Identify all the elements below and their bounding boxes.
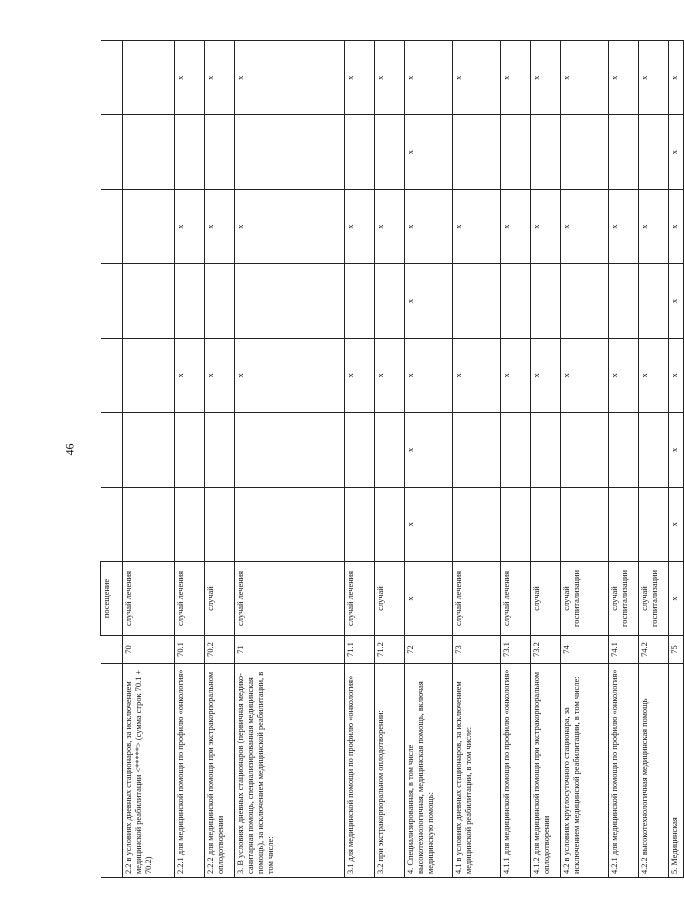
table-cell-row-number: 73.1: [501, 636, 531, 664]
table-row: [531, 41, 561, 878]
table-cell-value: [101, 115, 123, 189]
table-cell-value: [123, 115, 175, 189]
table-cell-value: [123, 413, 175, 487]
table-cell-value: x: [375, 41, 405, 115]
table-cell-value: [561, 264, 609, 338]
table-cell-unit: случай лечения: [501, 562, 531, 636]
table-cell-value: [101, 413, 123, 487]
table-row: [235, 41, 345, 878]
table-cell-value: [101, 189, 123, 263]
table-cell-name: 4.2.1 для медицинской помощи по профилю «онкология»: [609, 664, 639, 878]
table-cell-value: [639, 413, 669, 487]
table-cell-value: x: [405, 338, 453, 412]
table-cell-value: x: [561, 41, 609, 115]
table-cell-value: [123, 338, 175, 412]
table-cell-name: 3.1 для медицинской помощи по профилю «онкология»: [345, 664, 375, 878]
table-cell-row-number: 73: [453, 636, 501, 664]
table-cell-value: [235, 413, 345, 487]
table-cell-value: x: [405, 487, 453, 561]
table-cell-value: x: [345, 338, 375, 412]
table-cell-value: x: [453, 41, 501, 115]
table-cell-row-number: 74: [561, 636, 609, 664]
table-cell-value: [123, 41, 175, 115]
table-cell-value: [205, 413, 235, 487]
table-cell-unit: случай: [531, 562, 561, 636]
table-cell-row-number: 74.1: [609, 636, 639, 664]
table-cell-unit: случай лечения: [123, 562, 175, 636]
table-cell-value: x: [609, 189, 639, 263]
table-row: [639, 41, 669, 878]
table-cell-value: x: [501, 338, 531, 412]
table-cell-value: [345, 264, 375, 338]
table-cell-name: 4.2.2 высокотехнологичная медицинская помощь: [639, 664, 669, 878]
table-row: [609, 41, 639, 878]
table-cell-value: [531, 115, 561, 189]
table-cell-value: [501, 487, 531, 561]
table-cell-value: x: [453, 338, 501, 412]
page-number: 46: [62, 443, 77, 456]
table-body: [101, 41, 684, 878]
table-cell-name: [101, 664, 123, 878]
table-cell-value: [175, 413, 205, 487]
table-cell-unit: случай госпитализации: [561, 562, 609, 636]
table-cell-value: [101, 264, 123, 338]
table-cell-name: 4.1.2 для медицинской помощи при экстракорпоральном оплодотворении: [531, 664, 561, 878]
table-cell-value: [501, 413, 531, 487]
table-cell-value: [375, 115, 405, 189]
table-cell-value: [101, 41, 123, 115]
table-cell-value: [345, 487, 375, 561]
table-row: [669, 41, 684, 878]
table-cell-name: 4.2 в условиях круглосуточного стационара, за исключением медицинской реабилитации, в том числе:: [561, 664, 609, 878]
table-cell-row-number: 75: [669, 636, 684, 664]
table-cell-value: x: [669, 413, 684, 487]
table-cell-value: x: [405, 41, 453, 115]
rotated-table-wrapper: [100, 40, 679, 878]
table-cell-value: [639, 115, 669, 189]
table-row: [375, 41, 405, 878]
table-cell-value: x: [669, 487, 684, 561]
table-row: [175, 41, 205, 878]
table-cell-value: [453, 264, 501, 338]
table-cell-value: x: [375, 189, 405, 263]
table-cell-row-number: 70: [123, 636, 175, 664]
table-cell-value: [235, 264, 345, 338]
table-cell-value: x: [405, 189, 453, 263]
table-cell-value: [375, 487, 405, 561]
table-cell-value: [123, 487, 175, 561]
table-cell-value: [235, 115, 345, 189]
table-cell-unit: случай лечения: [235, 562, 345, 636]
table-cell-value: x: [205, 338, 235, 412]
table-cell-unit: x: [405, 562, 453, 636]
table-cell-value: [205, 264, 235, 338]
table-cell-unit: x: [669, 562, 684, 636]
table-cell-value: x: [561, 338, 609, 412]
table-row: [405, 41, 453, 878]
table-cell-value: x: [669, 41, 684, 115]
table-cell-value: [609, 487, 639, 561]
table-cell-value: x: [175, 338, 205, 412]
table-cell-value: [101, 487, 123, 561]
table-cell-value: [609, 115, 639, 189]
table-cell-value: [561, 115, 609, 189]
table-row: [345, 41, 375, 878]
table-cell-value: [501, 115, 531, 189]
table-cell-value: x: [235, 338, 345, 412]
table-cell-value: x: [561, 189, 609, 263]
table-cell-value: x: [531, 338, 561, 412]
table-cell-value: [531, 413, 561, 487]
table-cell-value: [175, 264, 205, 338]
table-cell-value: [639, 264, 669, 338]
table-cell-value: x: [639, 338, 669, 412]
table-cell-value: [609, 264, 639, 338]
table-cell-value: x: [175, 189, 205, 263]
table-cell-unit: случай госпитализации: [609, 562, 639, 636]
table-cell-value: x: [205, 41, 235, 115]
table-cell-value: x: [501, 41, 531, 115]
table-cell-value: [501, 264, 531, 338]
table-cell-value: [609, 413, 639, 487]
table-cell-value: x: [345, 189, 375, 263]
table-cell-name: 5. Медицинская: [669, 664, 684, 878]
table-cell-value: x: [375, 338, 405, 412]
table-cell-value: [561, 487, 609, 561]
table-row: [123, 41, 175, 878]
table-cell-value: x: [531, 41, 561, 115]
table-cell-value: x: [345, 41, 375, 115]
table-cell-row-number: 73.2: [531, 636, 561, 664]
table-cell-value: [205, 487, 235, 561]
table-cell-value: [453, 413, 501, 487]
table-cell-row-number: 74.2: [639, 636, 669, 664]
table-cell-value: x: [235, 189, 345, 263]
table-cell-value: [345, 413, 375, 487]
table-cell-unit: случай лечения: [345, 562, 375, 636]
table-cell-value: [345, 115, 375, 189]
table-cell-value: [639, 487, 669, 561]
table-cell-row-number: 70.1: [175, 636, 205, 664]
table-cell-value: [375, 264, 405, 338]
table-row: [453, 41, 501, 878]
table-cell-row-number: 71.2: [375, 636, 405, 664]
table-cell-value: x: [669, 264, 684, 338]
table-cell-value: [123, 264, 175, 338]
table-cell-value: x: [235, 41, 345, 115]
table-cell-value: [531, 264, 561, 338]
table-cell-value: x: [639, 189, 669, 263]
table-cell-value: x: [531, 189, 561, 263]
table-cell-value: x: [669, 338, 684, 412]
table-cell-row-number: 72: [405, 636, 453, 664]
table-cell-value: [531, 487, 561, 561]
table-cell-value: x: [405, 413, 453, 487]
table-cell-row-number: 70.2: [205, 636, 235, 664]
table-cell-value: x: [609, 338, 639, 412]
table-cell-name: 4.1 в условиях дневных стационаров, за исключением медицинской реабилитации, в том числе:: [453, 664, 501, 878]
table-cell-value: [453, 115, 501, 189]
table-cell-name: 4. Специализированная, в том числе высокотехнологичная, медицинская помощь, включая медицинскую помощь:: [405, 664, 453, 878]
table-cell-value: x: [609, 41, 639, 115]
table-cell-value: [123, 189, 175, 263]
table-cell-row-number: 71.1: [345, 636, 375, 664]
table-cell-value: [205, 115, 235, 189]
table-cell-value: x: [175, 41, 205, 115]
table-cell-value: x: [405, 264, 453, 338]
table-cell-value: [175, 487, 205, 561]
table-cell-unit: случай лечения: [453, 562, 501, 636]
table-cell-value: [453, 487, 501, 561]
table-cell-value: x: [669, 115, 684, 189]
data-table: [100, 40, 684, 878]
table-cell-name: 3.2 при экстракорпоральном оплодотворении:: [375, 664, 405, 878]
table-cell-unit: случай лечения: [175, 562, 205, 636]
table-cell-row-number: 71: [235, 636, 345, 664]
table-cell-name: 2.2.1 для медицинской помощи по профилю «онкология»: [175, 664, 205, 878]
table-cell-name: 2.2.2 для медицинской помощи при экстракорпоральном оплодотворении: [205, 664, 235, 878]
table-row: [561, 41, 609, 878]
table-cell-row-number: [101, 636, 123, 664]
table-cell-unit: случай госпитализации: [639, 562, 669, 636]
table-cell-value: x: [669, 189, 684, 263]
table-cell-value: x: [639, 41, 669, 115]
table-cell-value: [375, 413, 405, 487]
table-row-header-continuation: [101, 41, 123, 878]
table-cell-unit: случай: [205, 562, 235, 636]
table-cell-value: [101, 338, 123, 412]
table-cell-name: 3. В условиях дневных стационаров (первичная медико-санитарная помощь, специализированная медицинская помощь), за исключением медицинской реабилитации, в том числе:: [235, 664, 345, 878]
table-cell-name: 2.2 в условиях дневных стационаров, за исключением медицинской реабилитации <*****> (сумма строк 70.1 + 70.2): [123, 664, 175, 878]
table-cell-value: x: [205, 189, 235, 263]
table-cell-unit: случай: [375, 562, 405, 636]
table-row: [501, 41, 531, 878]
table-cell-value: [235, 487, 345, 561]
table-cell-value: x: [405, 115, 453, 189]
table-cell-value: x: [501, 189, 531, 263]
table-row: [205, 41, 235, 878]
table-cell-name: 4.1.1 для медицинской помощи по профилю «онкология»: [501, 664, 531, 878]
table-cell-unit: посещение: [101, 562, 123, 636]
table-cell-value: [561, 413, 609, 487]
table-cell-value: [175, 115, 205, 189]
table-cell-value: x: [453, 189, 501, 263]
